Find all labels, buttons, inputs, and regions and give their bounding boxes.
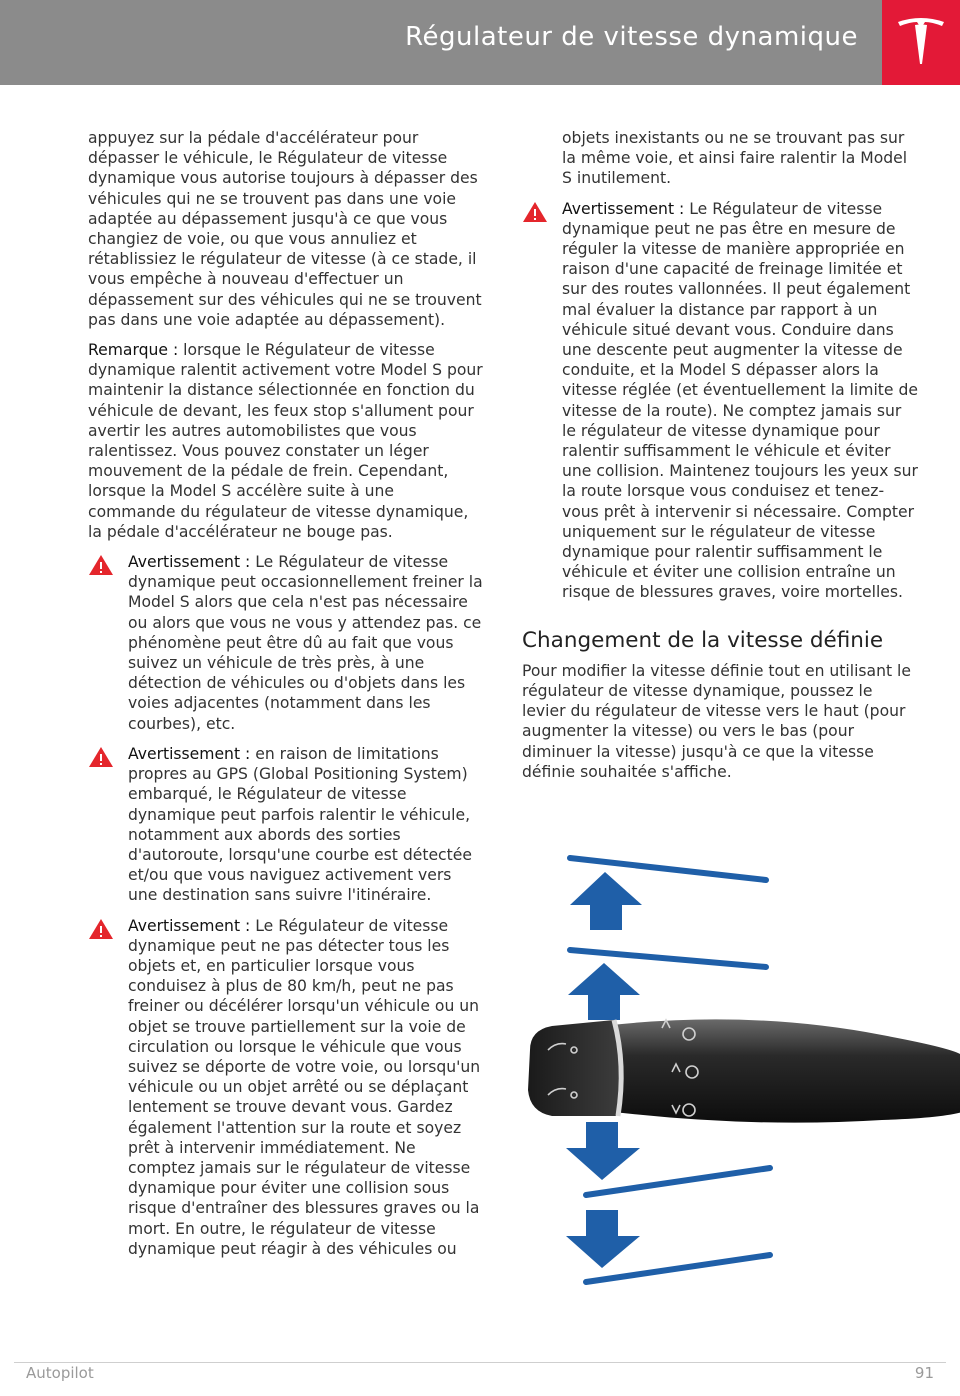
warning-label: Avertissement : <box>128 916 251 935</box>
warning-label: Avertissement : <box>562 199 685 218</box>
warning-text: en raison de limitations propres au GPS (Global Positioning System) embarqué, le Régulateur de vitesse dynamique peut parfois ralentir le véhicule, notamment aux abords des sorties d'autoroute, lorsqu'une courbe est détectée et/ou que vous naviguez activement vers une destination sans suivre l'itinéraire. <box>128 744 472 905</box>
warning-text: Le Régulateur de vitesse dynamique peut ne pas détecter tous les objets et, en particulier lorsque vous conduisez à plus de 80 km/h, peut ne pas freiner ou décélérer lorsqu'un véhicule ou un objet se trouve partiellement sur la voie de circulation ou lorsque le véhicule que vous suivez se déporte de votre voie, ou lorsqu'un véhicule ou un objet arrêté ou se déplaçant lentement se trouve devant vous. Gardez également l'attention sur la route et soyez prêt à intervenir immédiatement. Ne comptez jamais sur le régulateur de vitesse dynamique pour éviter une collision sous risque d'entraîner des blessures graves ou la mort. En outre, le régulateur de vitesse dynamique peut réagir à des véhicules ou <box>128 916 481 1258</box>
paragraph-continuation: appuyez sur la pédale d'accélérateur pour dépasser le véhicule, le Régulateur de vitesse dynamique vous autorise toujours à dépasser des véhicules qui ne se trouvent pas dans une voie adaptée au dépassement jusqu'à ce que vous changiez de voie, ou que vous annuliez et rétablissiez le régulateur de vitesse (à ce stade, il vous empêche à nouveau d'effectuer un dépassement sur des véhicules qui ne se trouvent pas dans une voie adaptée au dépassement). <box>88 129 482 329</box>
note-text: lorsque le Régulateur de vitesse dynamique ralentit activement votre Model S pour maintenir la distance sélectionnée en fonction du véhicule de devant, les feux stop s'allument pour avertir les autres automobilistes que vous ralentissez. Vous pouvez constater un léger mouvement de la pédale de frein. Cependant, lorsque la Model S accélère suite à une commande du régulateur de vitesse dynamique, la pédale d'accélérateur ne bouge pas. <box>88 341 483 541</box>
warning-2 <box>88 744 483 906</box>
section-body: Pour modifier la vitesse définie tout en utilisant le régulateur de vitesse dynamique, poussez le levier du régulateur de vitesse vers le haut (pour augmenter la vitesse) ou vers le bas (pour diminuer la vitesse) jusqu'à ce que la vitesse définie souhaitée s'affiche. <box>522 661 911 781</box>
footer-divider <box>14 1362 946 1363</box>
tesla-logo-box <box>882 0 960 85</box>
note-label: Remarque : <box>88 341 179 360</box>
section-heading: Changement de la vitesse définie <box>522 627 884 653</box>
speed-line <box>570 950 766 967</box>
speed-line <box>586 1168 770 1195</box>
warning-text: Le Régulateur de vitesse dynamique peut occasionnellement freiner la Model S alors que cela n'est pas nécessaire ou alors que vous ne vous y attendez pas. ce phénomène peut être dû au fait que vous suivez un véhicule de très près, à une détection de véhicules ou d'objets dans les voies adjacentes (notamment dans les courbes), etc. <box>128 553 483 733</box>
arrow-up-icon <box>570 872 642 930</box>
right-column <box>522 128 920 792</box>
note <box>88 340 483 542</box>
page-header <box>0 0 960 85</box>
speed-line <box>586 1255 770 1282</box>
paragraph-continuation: objets inexistants ou ne se trouvant pas sur la même voie, et ainsi faire ralentir la Model S inutilement. <box>562 129 908 188</box>
warning-triangle-icon <box>522 201 548 223</box>
warning-triangle-icon <box>88 554 114 576</box>
warning-triangle-icon <box>88 918 114 940</box>
warning-text: Le Régulateur de vitesse dynamique peut ne pas être en mesure de réguler la vitesse de manière appropriée en raison d'une capacité de freinage limitée et sur des routes vallonnées. Il peut également mal évaluer la distance par rapport à un véhicule situé devant vous. Conduire dans une descente peut augmenter la vitesse de conduite, et la Model S dépasser alors la vitesse réglée (et éventuellement la limite de vitesse de la route). Ne comptez jamais sur le régulateur de vitesse dynamique pour ralentir suffisamment le véhicule et éviter une collision. Maintenez toujours les yeux sur la route lorsque vous conduisez et tenez-vous prêt à intervenir si nécessaire. Compter uniquement sur le régulateur de vitesse dynamique pour ralentir suffisamment le véhicule et éviter une collision entraîne un risque de blessures graves, voire mortelles. <box>562 199 918 602</box>
arrow-up-icon <box>568 963 640 1020</box>
footer-section: Autopilot <box>26 1364 94 1382</box>
left-column <box>88 128 483 1269</box>
warning-1 <box>88 552 483 734</box>
speed-line <box>570 858 766 880</box>
warning-triangle-icon <box>88 746 114 768</box>
page-title: Régulateur de vitesse dynamique <box>405 22 858 52</box>
warning-label: Avertissement : <box>128 744 251 763</box>
warning-4 <box>522 199 920 603</box>
arrow-down-icon <box>566 1210 640 1268</box>
warning-label: Avertissement : <box>128 553 251 572</box>
page-number: 91 <box>914 1364 934 1382</box>
tesla-logo-icon <box>896 16 946 68</box>
warning-3 <box>88 916 483 1259</box>
arrow-down-icon <box>566 1122 640 1180</box>
cruise-control-lever-illustration <box>522 850 960 1300</box>
